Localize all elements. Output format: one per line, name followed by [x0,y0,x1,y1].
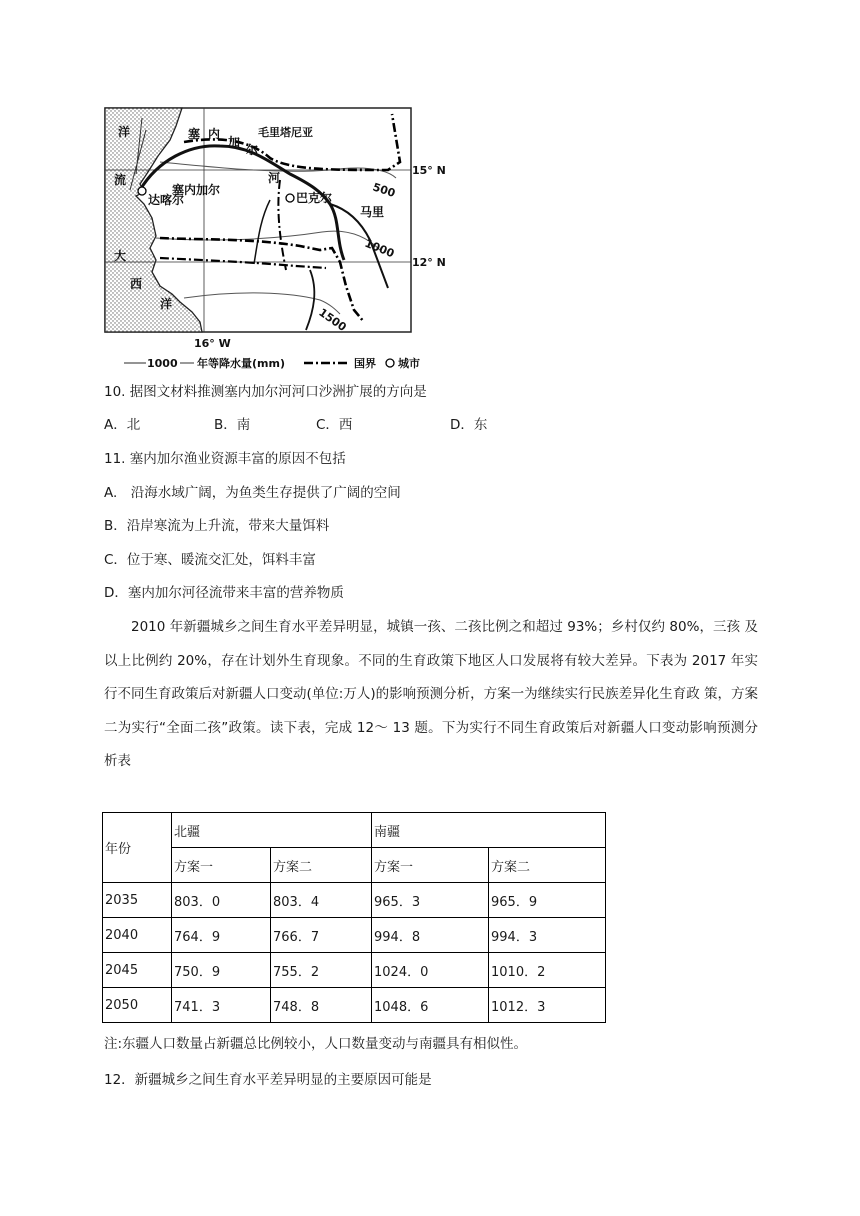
legend-city-label: 城市 [398,357,420,370]
q11-option-a[interactable]: A. 沿海水域广阔，为鱼类生存提供了广阔的空间 [104,485,401,501]
cell-year: 2035 [103,883,172,918]
label-iso-1500: 1500 [316,305,349,335]
cell-north-plan2: 755．2 [271,953,372,988]
river-char-3: 加 [228,135,241,149]
label-senegal: 塞内加尔 [172,183,221,197]
label-lon-16: 16° W [194,337,231,350]
label-lat-12: 12° N [412,256,446,269]
header-south-plan2: 方案二 [489,848,606,883]
header-north-plan1: 方案一 [172,848,271,883]
cell-north-plan2: 803．4 [271,883,372,918]
cell-south-plan2: 965．9 [489,883,606,918]
cell-south-plan1: 965．3 [372,883,489,918]
cell-north-plan1: 741．3 [172,988,271,1023]
q10-option-a[interactable]: A．北 [104,417,141,433]
q11-option-c[interactable]: C．位于寒、暖流交汇处，饵料丰富 [104,552,316,568]
ocean-char-5: 洋 [160,297,173,311]
cell-year: 2050 [103,988,172,1023]
river-char-4: 尔 [246,143,259,157]
population-forecast-table [102,812,606,1023]
q11-stem: 11. 塞内加尔渔业资源丰富的原因不包括 [104,451,346,467]
cell-year: 2040 [103,918,172,953]
header-south: 南疆 [372,813,606,848]
table-note: 注:东疆人口数量占新疆总比例较小，人口数量变动与南疆具有相似性。 [104,1036,528,1052]
table-row [103,953,606,988]
cell-north-plan2: 766．7 [271,918,372,953]
q11-option-b[interactable]: B．沿岸寒流为上升流，带来大量饵料 [104,518,330,534]
cell-north-plan1: 750．9 [172,953,271,988]
cell-south-plan2: 994．3 [489,918,606,953]
senegal-map-figure [100,100,446,378]
ocean-char-1: 洋 [118,125,131,139]
dakar-city-marker [138,187,146,195]
label-bakel: 巴克尔 [296,191,333,205]
cell-north-plan1: 764．9 [172,918,271,953]
ocean-char-2: 流 [114,173,127,187]
q10-option-c[interactable]: C．西 [316,417,353,433]
header-north-plan2: 方案二 [271,848,372,883]
q11-option-d[interactable]: D．塞内加尔河径流带来丰富的营养物质 [104,585,344,601]
cell-south-plan1: 1024．0 [372,953,489,988]
cell-north-plan2: 748．8 [271,988,372,1023]
river-char-1: 塞 [188,127,201,141]
ocean-char-3: 大 [114,249,127,263]
label-iso-1000: 1000 [362,236,397,261]
cell-south-plan2: 1012．3 [489,988,606,1023]
river-char-5: 河 [268,171,281,185]
bakel-city-marker [286,194,294,202]
cell-south-plan2: 1010．2 [489,953,606,988]
table-row [103,918,606,953]
map-legend [124,356,420,370]
q10-option-b[interactable]: B．南 [214,417,251,433]
cell-south-plan1: 994．8 [372,918,489,953]
senegal-map [100,100,446,378]
cell-south-plan1: 1048．6 [372,988,489,1023]
header-south-plan1: 方案一 [372,848,489,883]
river-char-2: 内 [208,127,221,141]
legend-border-label: 国界 [354,357,376,370]
table-row [103,988,606,1023]
cell-year: 2045 [103,953,172,988]
table-header-row-2 [103,848,606,883]
legend-isohyet-label: 年等降水量(mm) [197,357,285,370]
label-mauritania: 毛里塔尼亚 [258,126,313,139]
q12-stem: 12．新疆城乡之间生育水平差异明显的主要原因可能是 [104,1072,432,1088]
passage-text: 2010 年新疆城乡之间生育水平差异明显，城镇一孩、二孩比例之和超过 93%；乡村仅约 80%，三孩 及以上比例约 20%，存在计划外生育现象。不同的生育政策下地区人口发展将有较大差异。下表为 2017 年实行不同生育政策后对新疆人口变动(单位:万人)的影响预测分析，方案一为继续实行民族差异化生育政 策，方案二为实行“全面二孩”政策。读下表，完成 12～ 13 题。下为实行不同生育政策后对新疆人口变动影响预测分析表 [104,619,758,769]
q10-option-d[interactable]: D．东 [450,417,488,433]
label-mali: 马里 [360,205,385,219]
header-year: 年份 [103,813,172,883]
q10-stem: 10. 据图文材料推测塞内加尔河河口沙洲扩展的方向是 [104,384,427,400]
ocean-char-4: 西 [130,277,143,291]
label-dakar: 达喀尔 [148,193,185,207]
table-header-row-1 [103,813,606,848]
label-iso-500: 500 [371,180,397,200]
legend-city-swatch [386,359,394,367]
header-north: 北疆 [172,813,372,848]
label-lat-15: 15° N [412,164,446,177]
legend-isohyet-value: 1000 [147,357,178,370]
table-row [103,883,606,918]
cell-north-plan1: 803．0 [172,883,271,918]
